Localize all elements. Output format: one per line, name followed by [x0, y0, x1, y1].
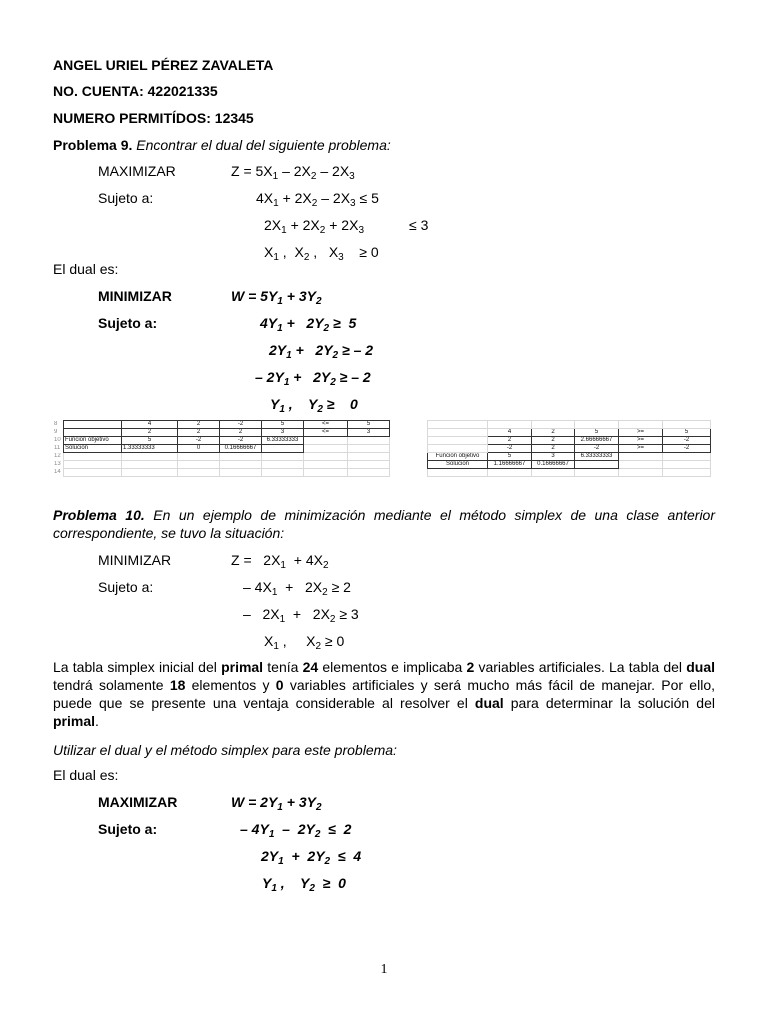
sheet-cell [304, 469, 348, 477]
sheet-cell: <= [304, 421, 348, 429]
p9-primal-objective-word: MAXIMIZAR [98, 163, 176, 179]
sheet-row [53, 445, 435, 453]
sheet-row [428, 421, 711, 429]
sheet-cell: >= [619, 445, 663, 453]
sheet-cell: 0.16666667 [532, 461, 575, 469]
sheet-cell [348, 453, 390, 461]
sheet-cell: 2 [532, 429, 575, 437]
explanation-bold: dual [474, 695, 504, 711]
row-number: 13 [54, 461, 61, 467]
explanation-bold: 18 [169, 677, 186, 693]
problem-10-label: Problema 10. [53, 507, 145, 523]
sheet-cell [663, 453, 711, 461]
p9-dual-constraint-1: $4Y_1 + 2Y_2 \ge 5$ [260, 315, 357, 334]
sheet-cell: 1.33333333 [122, 445, 178, 453]
sheet-cell: -2 [488, 445, 532, 453]
sheet-cell [178, 461, 220, 469]
explanation-text: . [95, 713, 99, 729]
p9-primal-constraint-2: $2X_1 + 2X_2 + 2X_3$ [264, 217, 364, 236]
sheet-row [428, 461, 711, 469]
sheet-cell [663, 469, 711, 477]
problem-10-heading [53, 506, 715, 542]
row-number: 12 [54, 453, 61, 459]
sheet-cell [122, 453, 178, 461]
p10-dual-nonnegativity: $Y_1$ , $Y_2 \ge 0$ [262, 875, 346, 894]
p10-dual-constraint-2: $2Y_1 + 2Y_2 \le 4$ [261, 848, 362, 867]
sheet-cell: -2 [663, 437, 711, 445]
sheet-cell [262, 461, 304, 469]
explanation-bold: 0 [275, 677, 284, 693]
sheet-cell [304, 461, 348, 469]
sheet-row [53, 461, 435, 469]
sheet-cell: 5 [488, 453, 532, 461]
sheet-cell: 2 [488, 437, 532, 445]
row-number: 10 [54, 437, 61, 443]
sheet-cell [575, 469, 619, 477]
explanation-bold: primal [53, 713, 96, 729]
problem-9-heading [53, 136, 391, 154]
sheet-cell: 2 [532, 445, 575, 453]
sheet-label: Funcion objetivo [64, 437, 122, 445]
sheet-row [428, 429, 711, 437]
problem-9-statement: Encontrar el dual del siguiente problema: [136, 137, 391, 153]
sheet-cell: -2 [575, 445, 619, 453]
sheet-cell: 0 [178, 445, 220, 453]
sheet-label: Solucion [428, 461, 488, 469]
sheet-label: Funcion objetivo [428, 453, 488, 461]
sheet-row [53, 437, 435, 445]
sheet-cell: 2 [178, 421, 220, 429]
p9-dual-subject-word: Sujeto a: [98, 315, 158, 331]
permitted-numbers: NUMERO PERMITÍDOS: 12345 [53, 110, 254, 126]
p10-primal-constraint-1: – $4X_1 + 2X_2 \ge 2$ [243, 579, 351, 598]
sheet-cell: 2 [178, 429, 220, 437]
sheet-cell [488, 469, 532, 477]
sheet-cell [220, 469, 262, 477]
sheet-cell [348, 461, 390, 469]
explanation-text: para determinar la solución del [503, 695, 715, 711]
sheet-cell: 3 [348, 429, 390, 437]
p10-primal-objective: $Z = 2X_1 + 4X_2$ [231, 552, 329, 571]
sheet-cell [262, 453, 304, 461]
p10-primal-objective-word: MINIMIZAR [98, 552, 172, 568]
sheet-cell [220, 461, 262, 469]
p9-primal-objective: $Z = 5X_1 - 2X_2 - 2X_3$ [231, 163, 355, 182]
explanation-text: variables artificiales. La tabla del [474, 659, 687, 675]
sheet-cell [663, 461, 711, 469]
sheet-cell [122, 469, 178, 477]
explanation-bold: dual [686, 659, 716, 675]
sheet-cell: 4 [122, 421, 178, 429]
page-number: 1 [380, 962, 388, 977]
explanation-bold: primal [221, 659, 264, 675]
sheet-label [428, 429, 488, 437]
problem-10-statement: En un ejemplo de minimización mediante el método simplex de una clase anterior correspondiente, se tuvo la situación: [53, 507, 716, 541]
sheet-cell: 5 [348, 421, 390, 429]
sheet-cell: 6.33333333 [262, 437, 304, 445]
explanation-bold: 24 [302, 659, 319, 675]
sheet-label [428, 445, 488, 453]
sheet-cell: 5 [663, 429, 711, 437]
p10-dual-intro: El dual es: [53, 767, 119, 783]
sheet-row [428, 453, 711, 461]
sheet-cell: 5 [575, 429, 619, 437]
p10-primal-subject-word: Sujeto a: [98, 579, 154, 595]
sheet-row [428, 445, 711, 453]
sheet-cell: 0.16666667 [220, 445, 262, 453]
p9-dual-constraint-3: – $2Y_1 + 2Y_2$ ≥ – 2 [255, 369, 371, 388]
sheet-cell [619, 469, 663, 477]
sheet-cell: 5 [262, 421, 304, 429]
sheet-cell [220, 453, 262, 461]
row-number: 9 [54, 429, 58, 435]
p9-primal-constraint-1: $4X_1 + 2X_2 - 2X_3 \le 5$ [256, 190, 379, 209]
p10-dual-objective: $W = 2Y_1 + 3Y_2$ [231, 794, 322, 813]
sheet-cell [178, 469, 220, 477]
spreadsheet-left [53, 420, 435, 477]
sheet-row [428, 437, 711, 445]
sheet-cell [532, 469, 575, 477]
sheet-cell: -2 [220, 421, 262, 429]
account-number: NO. CUENTA: 422021335 [53, 83, 218, 99]
explanation-text: La tabla simplex inicial del [53, 659, 222, 675]
sheet-cell [262, 445, 304, 453]
sheet-label: Solucion [64, 445, 122, 453]
p9-dual-objective-word: MINIMIZAR [98, 288, 172, 304]
sheet-cell: 2 [220, 429, 262, 437]
sheet-row [428, 469, 711, 477]
p10-primal-nonnegativity: $X_1$ , $X_2 \ge 0$ [264, 633, 345, 652]
p10-instruction: Utilizar el dual y el método simplex para este problema: [53, 742, 397, 758]
sheet-cell: <= [304, 429, 348, 437]
sheet-cell [122, 461, 178, 469]
sheet-label [64, 429, 122, 437]
sheet-cell: 6.33333333 [575, 453, 619, 461]
sheet-cell: 3 [262, 429, 304, 437]
explanation-text: variables artificiales y será mucho más fácil de manejar. Por ello, puede que se presente una ventaja considerable al resolver el [53, 677, 715, 711]
sheet-cell [304, 445, 348, 453]
sheet-cell: >= [619, 429, 663, 437]
p9-dual-objective: $W = 5Y_1 + 3Y_2$ [231, 288, 322, 307]
sheet-cell [663, 421, 711, 429]
explanation-bold: 2 [466, 659, 475, 675]
sheet-cell: 5 [122, 437, 178, 445]
sheet-cell: -2 [178, 437, 220, 445]
sheet-label [428, 437, 488, 445]
sheet-cell [348, 469, 390, 477]
sheet-cell: 1.16666667 [488, 461, 532, 469]
sheet-row [53, 469, 435, 477]
p9-dual-nonnegativity: $Y_1$ , $Y_2$ ≥ 0 [270, 396, 358, 415]
problem-9-label: Problema 9. [53, 137, 133, 153]
sheet-label [64, 469, 122, 477]
sheet-cell [532, 421, 575, 429]
sheet-cell [619, 421, 663, 429]
p10-primal-constraint-2: – $2X_1 + 2X_2 \ge 3$ [243, 606, 359, 625]
sheet-cell [304, 453, 348, 461]
sheet-cell [348, 445, 390, 453]
p9-dual-constraint-2: $2Y_1 + 2Y_2$ ≥ – 2 [269, 342, 374, 361]
p9-dual-intro: El dual es: [53, 261, 119, 277]
sheet-label [428, 469, 488, 477]
explanation-text: elementos y [185, 677, 276, 693]
sheet-cell [619, 461, 663, 469]
author-name: ANGEL URIEL PÉREZ ZAVALETA [53, 57, 274, 73]
explanation-text: elementos e implicaba [318, 659, 467, 675]
sheet-row [53, 421, 435, 429]
sheet-cell: >= [619, 437, 663, 445]
sheet-cell [575, 421, 619, 429]
sheet-cell: -2 [220, 437, 262, 445]
sheet-label [64, 421, 122, 429]
p9-primal-subject-word: Sujeto a: [98, 190, 154, 206]
sheet-label [428, 421, 488, 429]
row-number: 11 [54, 445, 61, 451]
sheet-cell: -2 [663, 445, 711, 453]
sheet-cell [575, 461, 619, 469]
sheet-cell: 4 [488, 429, 532, 437]
sheet-cell: 2 [122, 429, 178, 437]
sheet-cell [304, 437, 348, 445]
sheet-cell [488, 421, 532, 429]
sheet-row [53, 453, 435, 461]
p10-dual-subject-word: Sujeto a: [98, 821, 158, 837]
p9-primal-nonnegativity: $X_1$ , $X_2$ , $X_3$ ≥ 0 [264, 244, 379, 263]
sheet-label [64, 461, 122, 469]
sheet-cell [178, 453, 220, 461]
sheet-label [64, 453, 122, 461]
sheet-cell: 2.66666667 [575, 437, 619, 445]
sheet-cell: 3 [532, 453, 575, 461]
p9-primal-constraint-2-rhs: ≤ 3 [409, 217, 429, 233]
row-number: 14 [54, 469, 61, 475]
p10-dual-objective-word: MAXIMIZAR [98, 794, 178, 810]
explanation-text: tendrá solamente [53, 677, 170, 693]
explanation-text: tenía [263, 659, 303, 675]
sheet-cell: 2 [532, 437, 575, 445]
spreadsheet-right [427, 420, 711, 477]
p10-dual-constraint-1: – $4Y_1 - 2Y_2 \le 2$ [240, 821, 352, 840]
p10-explanation [53, 658, 715, 730]
sheet-row [53, 429, 435, 437]
sheet-cell [348, 437, 390, 445]
sheet-cell [262, 469, 304, 477]
sheet-cell [619, 453, 663, 461]
row-number: 8 [54, 421, 58, 427]
